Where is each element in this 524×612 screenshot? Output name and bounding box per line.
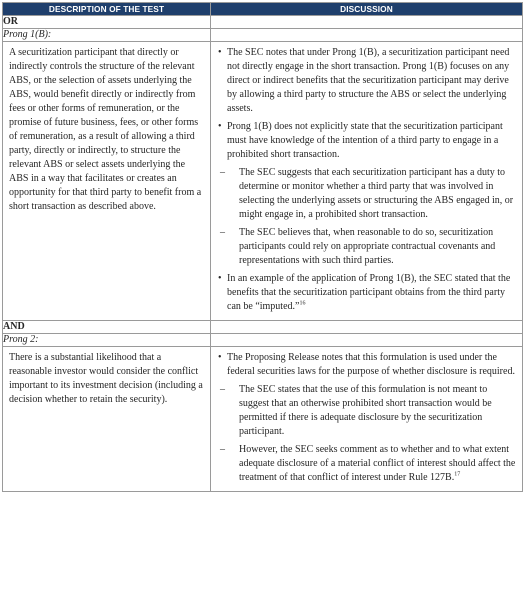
or-empty-cell bbox=[211, 16, 523, 29]
prong1b-discussion-cell bbox=[211, 42, 523, 321]
and-empty-cell bbox=[211, 321, 523, 334]
prong2-description-cell bbox=[3, 347, 211, 492]
prong2-discussion-list bbox=[211, 347, 522, 491]
prong1b-description-cell bbox=[3, 42, 211, 321]
prong2-title: Prong 2: bbox=[3, 334, 211, 347]
prong2-discussion-cell bbox=[211, 347, 523, 492]
and-label: AND bbox=[3, 321, 211, 334]
header-description: DESCRIPTION OF THE TEST bbox=[3, 3, 211, 16]
list-item: • Prong 1(B) does not explicitly state that the securitization participant must have knowledge of the intention of a third party to engage in a prohibited short transaction. bbox=[217, 120, 518, 162]
header-discussion: DISCUSSION bbox=[211, 3, 523, 16]
prong1b-title-empty bbox=[211, 29, 523, 42]
or-row bbox=[3, 16, 523, 29]
footnote-ref[interactable]: 17 bbox=[454, 471, 461, 478]
list-item: • The Proposing Release notes that this formulation is used under the federal securities laws for the purpose of whether disclosure is required. bbox=[217, 351, 518, 379]
prong1b-title-row bbox=[3, 29, 523, 42]
prong1b-content-row bbox=[3, 42, 523, 321]
prong2-title-empty bbox=[211, 334, 523, 347]
or-label: OR bbox=[3, 16, 211, 29]
prong2-content-row bbox=[3, 347, 523, 492]
prong1b-title: Prong 1(B): bbox=[3, 29, 211, 42]
prong2-description: There is a substantial likelihood that a reasonable investor would consider the conflict important to its investment decision (including a decision whether to retain the security). bbox=[9, 352, 203, 405]
and-row bbox=[3, 321, 523, 334]
prong1b-description: A securitization participant that directly or indirectly controls the structure of the relevant ABS, or the selection of assets underlying the ABS, would benefit directly or indirectly from fees or other forms of remuneration, or the promise of future business, fees, or other forms of remuneration, as a result of allowing a third party, directly or indirectly, to structure the relevant ABS or select assets underlying the ABS in a way that facilitates or creates an opportunity for that third party to benefit from a short transaction as described above. bbox=[9, 47, 202, 212]
list-item: – The SEC believes that, when reasonable to do so, securitization participants could rely on appropriate contractual covenants and representations with such third parties. bbox=[217, 226, 518, 268]
list-item: • The SEC notes that under Prong 1(B), a securitization participant need not directly engage in the short transaction. Prong 1(B) focuses on any direct or indirect benefits that the securitization participant may derive by allowing a third party to structure the ABS or select the underlying assets. bbox=[217, 46, 518, 116]
list-item: – However, the SEC seeks comment as to whether and to what extent adequate disclosure of a material conflict of interest should affect the treatment of that conflict of interest under Rule 127B.$^{17}$ bbox=[217, 443, 518, 485]
footnote-ref[interactable]: 16 bbox=[299, 300, 306, 307]
test-discussion-table bbox=[2, 2, 523, 492]
prong1b-discussion-list bbox=[211, 42, 522, 320]
table-header-row bbox=[3, 3, 523, 16]
list-item: – The SEC states that the use of this formulation is not meant to suggest that an otherwise prohibited short transaction would be permitted if there is adequate disclosure by the securitization participant. bbox=[217, 383, 518, 439]
list-item: • In an example of the application of Prong 1(B), the SEC stated that the benefits that the securitization participant obtains from the third party can be “imputed.”$^{16}$ bbox=[217, 272, 518, 314]
prong2-title-row bbox=[3, 334, 523, 347]
page bbox=[2, 2, 522, 608]
list-item: – The SEC suggests that each securitization participant has a duty to determine or monitor whether a third party that was involved in selecting the underlying assets or structuring the ABS engaged in, or might engage in, a prohibited short transaction. bbox=[217, 166, 518, 222]
